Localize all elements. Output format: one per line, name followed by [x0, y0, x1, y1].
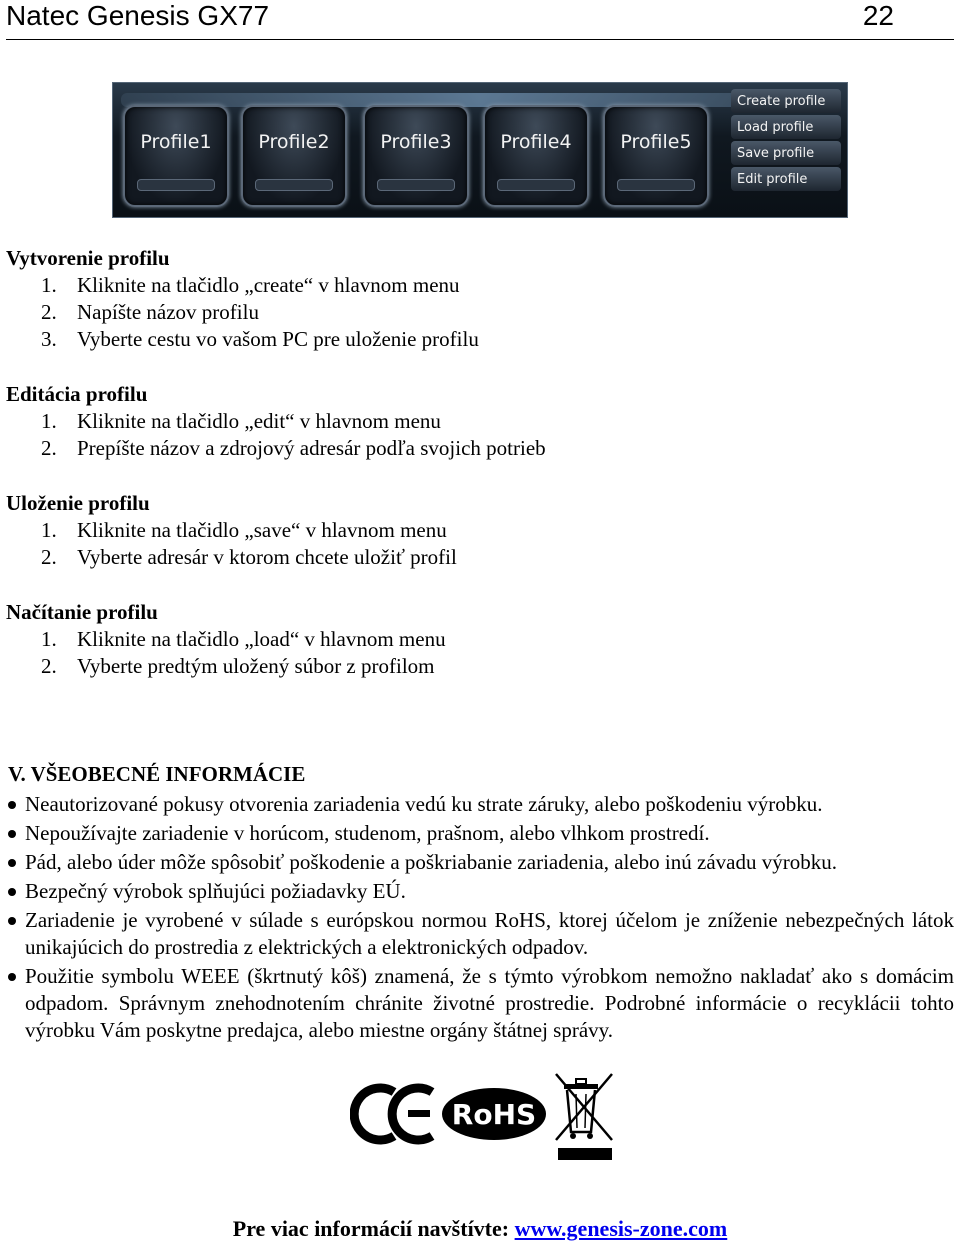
list-item: 1. Kliknite na tlačidlo „load“ v hlavnom menu	[41, 627, 446, 651]
load-profile-button[interactable]: Load profile	[731, 115, 841, 139]
list-item: 1. Kliknite na tlačidlo „save“ v hlavnom menu	[41, 518, 447, 542]
footer	[0, 1216, 960, 1242]
footer-text: Pre viac informácií navštívte:	[232, 1216, 515, 1241]
page-number: 22	[862, 0, 894, 31]
bullet-item: Zariadenie je vyrobené v súlade s európskou normou RoHS, ktorej účelom je zníženie nebezpečných látok unikajúcich do prostredia z elektrických a elektronických odpadov.	[8, 907, 954, 961]
bullet-item: Bezpečný výrobok splňujúci požiadavky EÚ.	[8, 878, 954, 905]
section-title-save: Uloženie profilu	[6, 491, 150, 515]
list-item: 2. Prepíšte názov a zdrojový adresár podľa svojich potrieb	[41, 436, 546, 460]
save-profile-button[interactable]: Save profile	[731, 141, 841, 165]
profile-3-button[interactable]: Profile3	[363, 105, 469, 207]
list-item: 1. Kliknite na tlačidlo „edit“ v hlavnom menu	[41, 409, 441, 433]
certification-logos	[350, 1070, 620, 1162]
profile-menu	[731, 89, 841, 211]
bullet-item: Neautorizované pokusy otvorenia zariadenia vedú ku strate záruky, alebo poškodeniu výrobku.	[8, 791, 954, 818]
list-item: 1. Kliknite na tlačidlo „create“ v hlavnom menu	[41, 273, 460, 297]
bullet-item: Použitie symbolu WEEE (škrtnutý kôš) znamená, že s týmto výrobkom nemožno nakladať ako s domácim odpadom. Správnym znehodnotením chránite životné prostredie. Podrobné informácie o recyklácii tohto výrobku Vám poskytne predajca, alebo miestne orgány štátnej správy.	[8, 963, 954, 1044]
list-item: 3. Vyberte cestu vo vašom PC pre uloženie profilu	[41, 327, 479, 351]
bullet-item: Pád, alebo úder môže spôsobiť poškodenie a poškriabanie zariadenia, alebo inú závadu výrobku.	[8, 849, 954, 876]
profile-5-button[interactable]: Profile5	[603, 105, 709, 207]
profile-1-button[interactable]: Profile1	[123, 105, 229, 207]
section-title-edit: Editácia profilu	[6, 382, 148, 406]
weee-bin-icon	[556, 1074, 612, 1160]
ce-mark-icon	[350, 1070, 620, 1162]
general-info-heading: V. VŠEOBECNÉ INFORMÁCIE	[8, 762, 306, 786]
section-title-load: Načítanie profilu	[6, 600, 158, 624]
list-item: 2. Vyberte predtým uložený súbor z profilom	[41, 654, 435, 678]
edit-profile-button[interactable]: Edit profile	[731, 167, 841, 191]
document-title: Natec Genesis GX77	[6, 0, 270, 31]
profile-4-button[interactable]: Profile4	[483, 105, 589, 207]
list-item: 2. Napíšte názov profilu	[41, 300, 259, 324]
page-header	[6, 0, 954, 40]
rohs-logo-text: RoHS	[451, 1098, 537, 1131]
website-link[interactable]: www.genesis-zone.com	[514, 1216, 728, 1241]
section-title-create: Vytvorenie profilu	[6, 246, 170, 270]
bullet-item: Nepoužívajte zariadenie v horúcom, studenom, prašnom, alebo vlhkom prostredí.	[8, 820, 954, 847]
profile-2-button[interactable]: Profile2	[241, 105, 347, 207]
profile-screenshot	[112, 82, 848, 218]
create-profile-button[interactable]: Create profile	[731, 89, 841, 113]
list-item: 2. Vyberte adresár v ktorom chcete uložiť profil	[41, 545, 457, 569]
